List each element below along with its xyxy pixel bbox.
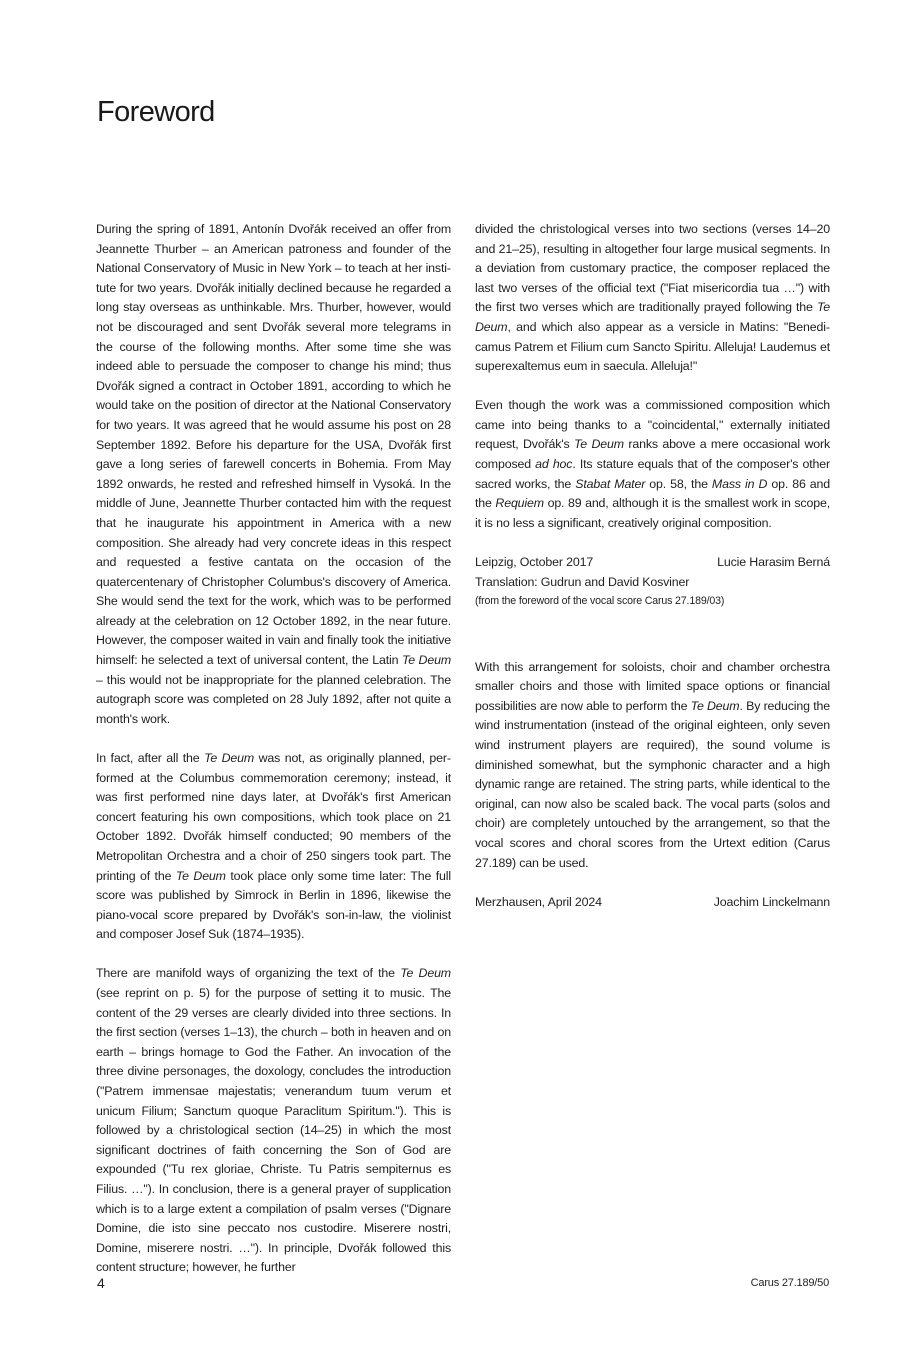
source-note: (from the foreword of the vocal score Carus 27.189/03)	[475, 595, 725, 608]
work-title: Te Deum	[400, 966, 451, 981]
paragraph-text: ranks above a mere occasional work composed	[475, 437, 831, 472]
paragraph-text: , and which also appear as a versicle in Matins: "Benedicamus Patrem et Filium cum Sancto Spiritu. Alleluja! Laudemus et superexaltemus eum in saecula. Alleluja!"	[475, 319, 830, 374]
right-column	[475, 220, 830, 912]
catalog-number: Carus 27.189/50	[750, 1277, 829, 1289]
paragraph-text: Even though the work was a commissioned composition which came into being thanks to a "coincidental," externally initiated request, Dvořák's	[475, 398, 830, 452]
signature-author: Joachim Linckelmann	[713, 894, 830, 909]
paragraph	[96, 749, 451, 945]
page-number: 4	[97, 1275, 105, 1291]
paragraph-text: divided the christological verses into two sections (verses 14–20 and 21–25), resulting in altogether four large musical segments. In a deviation from customary practice, the composer replaced the last two verses of the official text ("Fiat misericordia tua …") with the first two verses which are traditionally prayed following the	[475, 222, 830, 315]
work-title: Stabat Mater	[575, 476, 646, 491]
paragraph	[96, 220, 451, 729]
paragraph	[475, 396, 830, 533]
latin-term: ad hoc	[535, 457, 573, 472]
paragraph-text: . Its stature equals that of the composer's other sacred works, the	[475, 457, 830, 491]
work-title: Mass in D	[711, 476, 768, 491]
signature-place-date: Leipzig, October 2017	[475, 554, 594, 569]
paragraph-text: op. 58, the	[645, 476, 712, 491]
signature-line	[475, 553, 830, 573]
paragraph-text: op. 86 and the	[475, 476, 831, 511]
paragraph-text: In fact, after all the	[96, 750, 205, 765]
page-title: Foreword	[97, 96, 215, 128]
translation-credit: Translation: Gudrun and David Kosviner	[475, 574, 690, 589]
work-title: Te Deum	[690, 698, 740, 713]
signature-line	[475, 893, 830, 913]
paragraph-text: (see reprint on p. 5) for the purpose of setting it to music. The content of the 29 verses are clearly divided into three sections. In the first section (verses 1–13), the church – both in heaven and on earth – brings homage to God the Father. An invocation of the three divine personages, the doxology, concludes the introduction ("Patrem immensae majestatis; venerandum tuum verum et unicum Filium; Sanctum quoque Paraclitum Spiritum."). This is followed by a christological section (14–25) in which the most significant doctrines of faith concerning the Son of God are expounded ("Tu rex gloriae, Christe. Tu Patris sempiternus es Filius. …"). In conclusion, there is a general prayer of supplication which is to a large extent a compilation of psalm verses ("Dignare Domine, die isto sine peccato nos custodire. Miserere nostri, Domine, miserere nostri. …"). In principle, Dvořák followed this content structure; however, he further	[96, 985, 451, 1275]
work-title: Te Deum	[401, 653, 451, 668]
work-title: Te Deum	[475, 300, 830, 334]
left-column	[96, 220, 451, 1297]
work-title: Requiem	[495, 496, 544, 511]
paragraph-text: With this arrangement for soloists, choir and chamber orchestra smaller choirs and those with limited space options or financial possibilities are now able to perform the	[475, 659, 830, 713]
paragraph-text: op. 89 and, although it is the smallest work in scope, it is no less a significant, creatively original composition.	[475, 496, 830, 530]
work-title: Te Deum	[574, 437, 624, 452]
work-title: Te Deum	[175, 868, 226, 883]
signature-place-date: Merzhausen, April 2024	[475, 894, 602, 909]
signature-author: Lucie Harasim Berná	[717, 554, 830, 569]
paragraph-text: took place only some time later: The full score was published by Simrock in Berlin in 1896, likewise the piano-vocal score prepared by Dvořák's son-in-law, the violinist and composer Josef Suk (1874–1935).	[96, 868, 451, 942]
paragraph	[96, 964, 451, 1278]
paragraph-text: was not, as originally planned, performed at the Columbus commemoration ceremony; instead, it was first performed nine days later, at Dvořák's first American concert featuring his own compositions, which took place on 21 October 1892. Dvořák himself conducted; 90 members of the Metropolitan Orchestra and a choir of 250 singers took part. The printing of the	[96, 750, 451, 883]
paragraph-text: . By reducing the wind instrumentation (instead of the original eighteen, only seven wind instrument players are required), the sound volume is diminished somewhat, but the symphonic character and a high dynamic range are retained. The string parts, while identical to the original, can now also be scaled back. The vocal parts (solos and choir) are completely untouched by the arrangement, so that the vocal scores and choral scores from the Urtext edition (Carus 27.189) can be used.	[475, 698, 830, 870]
paragraph	[475, 658, 830, 874]
paragraph-text: During the spring of 1891, Antonín Dvořák received an offer from Jeannette Thurber – an American patroness and founder of the National Conservatory of Music in New York – to teach at her institute for two years. Dvořák initially declined because he regarded a long stay overseas as unthinkable. Mrs. Thurber, however, would not be discouraged and sent Dvořák several more telegrams in the course of the following months. After some time she was indeed able to persuade the composer to change his mind; thus Dvořák signed a contract in October 1891, according to which he would take on the position of director at the National Conservatory for two years. It was agreed that he would assume his post on 28 September 1892. Before his departure for the USA, Dvořák first gave a long series of farewell concerts in Bohemia. From May 1892 onwards, he rested and refreshed himself in Vysoká. In the middle of June, Jeannette Thurber contacted him with the request that he inaugurate his appointment in America with a new composition. She already had very concrete ideas in this respect and requested a festive cantata on the occasion of the quatercentenary of Christopher Columbus's discovery of America. She would send the text for the work, which was to be performed already at the celebration on 12 October 1892, in the near future. However, the composer waited in vain and finally took the initiative himself: he selected a text of universal content, the Latin	[96, 222, 451, 668]
work-title: Te Deum	[204, 750, 255, 765]
paragraph-text: There are manifold ways of organizing the text of the	[96, 966, 401, 981]
paragraph	[475, 220, 830, 377]
paragraph-text: – this would not be inappropriate for the planned celebration. The autograph score was completed on 28 July 1892, after not quite a month's work.	[96, 672, 451, 726]
